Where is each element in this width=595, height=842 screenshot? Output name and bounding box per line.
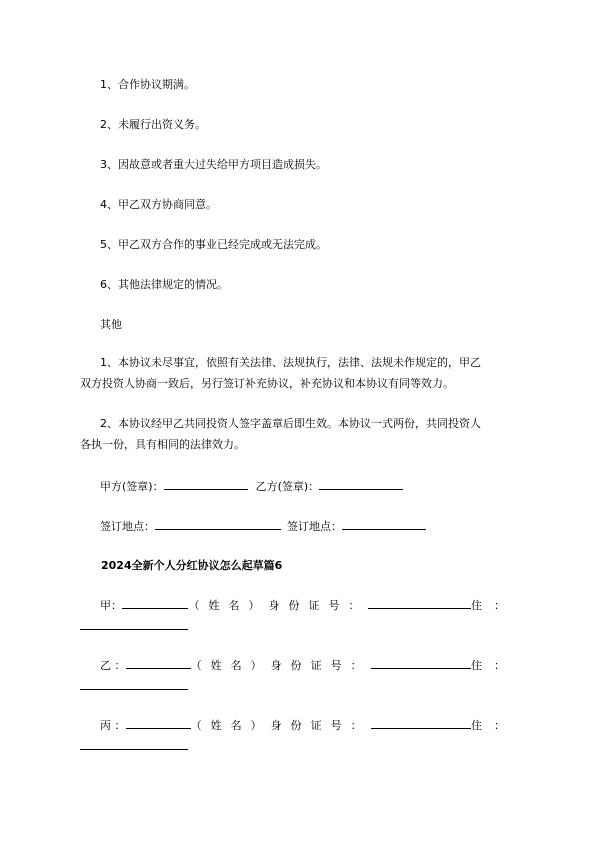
id-blank[interactable]	[371, 717, 471, 729]
party-row-bing	[100, 717, 517, 733]
party-label: 乙 ：	[100, 659, 126, 672]
party-blank-name[interactable]	[122, 597, 188, 609]
place-row	[100, 518, 426, 534]
clause-3: 3、因故意或者重大过失给甲方项目造成损失。	[100, 158, 327, 171]
party-b-sign-label: 乙方(签章)：	[255, 480, 320, 493]
addr-blank[interactable]	[80, 678, 188, 690]
id-label: 身份证号：	[270, 719, 371, 732]
party-a-sign-blank[interactable]	[164, 478, 248, 490]
addr-blank-line-jia	[80, 618, 188, 634]
addr-label: 住：	[471, 719, 517, 732]
place-b-blank[interactable]	[342, 518, 426, 530]
name-paren: （姓名）	[188, 599, 269, 612]
clause-4: 4、甲乙双方协商同意。	[100, 198, 217, 211]
other-1-line2: 双方投资人协商一致后，另行签订补充协议，补充协议和本协议有同等效力。	[80, 377, 454, 390]
id-blank[interactable]	[368, 597, 471, 609]
other-2-line2: 各执一份，具有相同的法律效力。	[80, 438, 245, 451]
place-a-blank[interactable]	[155, 518, 281, 530]
clause-1: 1、合作协议期满。	[100, 78, 195, 91]
other-1-line1: 1、本协议未尽事宜，依照有关法律、法规执行，法律、法规未作规定的，甲乙	[100, 356, 481, 369]
party-label: 丙 ：	[100, 719, 126, 732]
party-a-sign-label: 甲方(签章)：	[100, 480, 164, 493]
section-title: 2024全新个人分红协议怎么起草篇6	[101, 559, 283, 572]
party-row-jia	[100, 597, 517, 613]
party-b-sign-blank[interactable]	[319, 478, 403, 490]
party-row-yi	[100, 657, 517, 673]
clause-2: 2、未履行出资义务。	[100, 118, 206, 131]
addr-blank-line-bing	[80, 738, 188, 754]
name-paren: （姓名）	[190, 659, 271, 672]
addr-blank-line-yi	[80, 678, 188, 694]
place-a-label: 签订地点：	[100, 520, 155, 533]
addr-label: 住：	[471, 659, 517, 672]
party-label: 甲	[100, 599, 111, 612]
party-blank-name[interactable]	[126, 657, 191, 669]
name-paren: （姓名）	[190, 719, 271, 732]
signature-row	[100, 478, 403, 494]
other-2-line1: 2、本协议经甲乙共同投资人签字盖章后即生效。本协议一式两份，共同投资人	[100, 417, 481, 430]
other-heading: 其他	[100, 318, 122, 331]
party-blank-name[interactable]	[126, 717, 191, 729]
id-label: 身份证号：	[268, 599, 369, 612]
clause-5: 5、甲乙双方合作的事业已经完成或无法完成。	[100, 238, 327, 251]
clause-6: 6、其他法律规定的情况。	[100, 278, 228, 291]
place-b-label: 签订地点：	[287, 520, 342, 533]
id-blank[interactable]	[371, 657, 471, 669]
addr-blank[interactable]	[80, 738, 188, 750]
addr-blank[interactable]	[80, 618, 188, 630]
id-label: 身份证号：	[270, 659, 371, 672]
party-sep: ：	[111, 599, 122, 612]
addr-label: 住：	[471, 599, 517, 612]
